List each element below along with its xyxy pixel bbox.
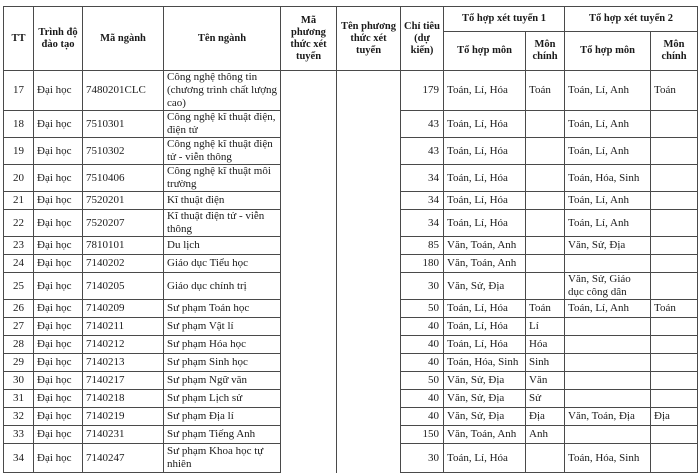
combo-2-main: [651, 237, 698, 255]
table-body: [4, 71, 698, 473]
admission-table: [3, 6, 698, 473]
major-code: 7520201: [83, 192, 164, 210]
method-code: [281, 71, 337, 111]
method-name: [337, 273, 401, 300]
major-code: 7140213: [83, 354, 164, 372]
header-combo-1: Tổ hợp xét tuyển 1: [444, 7, 565, 32]
table-row: [4, 255, 698, 273]
method-name: [337, 318, 401, 336]
major-name: Giáo dục chính trị: [164, 273, 281, 300]
table-header: [4, 7, 698, 71]
combo-2-main: [651, 210, 698, 237]
major-code: 7520207: [83, 210, 164, 237]
method-code: [281, 408, 337, 426]
method-name: [337, 372, 401, 390]
header-combo-2-subjects: Tổ hợp môn: [565, 32, 651, 71]
training-level: Đại học: [34, 372, 83, 390]
training-level: Đại học: [34, 71, 83, 111]
major-name: Sư phạm Vật lí: [164, 318, 281, 336]
method-name: [337, 408, 401, 426]
combo-2-main: [651, 372, 698, 390]
method-name: [337, 111, 401, 138]
major-name: Sư phạm Toán học: [164, 300, 281, 318]
combo-2-main: [651, 138, 698, 165]
quota: 30: [401, 444, 444, 473]
quota: 40: [401, 354, 444, 372]
major-name: Công nghệ kĩ thuật điện, điện tử: [164, 111, 281, 138]
quota: 34: [401, 210, 444, 237]
major-name: Sư phạm Tiếng Anh: [164, 426, 281, 444]
combo-2-subjects: Toán, Lí, Anh: [565, 71, 651, 111]
combo-2-main: [651, 255, 698, 273]
method-name: [337, 336, 401, 354]
combo-2-main: Toán: [651, 71, 698, 111]
major-name: Sư phạm Khoa học tự nhiên: [164, 444, 281, 473]
header-major-code: Mã ngành: [83, 7, 164, 71]
combo-2-subjects: [565, 255, 651, 273]
table-row: [4, 210, 698, 237]
method-code: [281, 192, 337, 210]
row-number: 29: [4, 354, 34, 372]
combo-1-main: [526, 273, 565, 300]
row-number: 17: [4, 71, 34, 111]
combo-2-subjects: Toán, Hóa, Sinh: [565, 165, 651, 192]
combo-1-main: Văn: [526, 372, 565, 390]
method-code: [281, 210, 337, 237]
quota: 34: [401, 192, 444, 210]
method-name: [337, 71, 401, 111]
method-name: [337, 426, 401, 444]
combo-1-subjects: Văn, Sử, Địa: [444, 372, 526, 390]
major-code: 7140231: [83, 426, 164, 444]
method-code: [281, 165, 337, 192]
major-code: 7140219: [83, 408, 164, 426]
combo-2-subjects: [565, 390, 651, 408]
major-code: 7140218: [83, 390, 164, 408]
combo-1-subjects: Văn, Toán, Anh: [444, 426, 526, 444]
training-level: Đại học: [34, 426, 83, 444]
table-row: [4, 408, 698, 426]
table-row: [4, 372, 698, 390]
table-row: [4, 111, 698, 138]
row-number: 24: [4, 255, 34, 273]
combo-1-main: [526, 255, 565, 273]
table-row: [4, 318, 698, 336]
method-name: [337, 237, 401, 255]
combo-2-main: [651, 426, 698, 444]
combo-2-subjects: Văn, Sử, Địa: [565, 237, 651, 255]
row-number: 26: [4, 300, 34, 318]
major-code: 7140212: [83, 336, 164, 354]
combo-1-main: Sinh: [526, 354, 565, 372]
quota: 40: [401, 408, 444, 426]
major-code: 7510301: [83, 111, 164, 138]
quota: 43: [401, 138, 444, 165]
combo-1-main: [526, 138, 565, 165]
row-number: 18: [4, 111, 34, 138]
training-level: Đại học: [34, 111, 83, 138]
row-number: 19: [4, 138, 34, 165]
method-name: [337, 165, 401, 192]
table-row: [4, 71, 698, 111]
method-name: [337, 444, 401, 473]
major-name: Sư phạm Hóa học: [164, 336, 281, 354]
row-number: 23: [4, 237, 34, 255]
combo-2-main: [651, 165, 698, 192]
combo-2-subjects: [565, 354, 651, 372]
method-name: [337, 138, 401, 165]
major-name: Sư phạm Sinh học: [164, 354, 281, 372]
combo-1-subjects: Toán, Lí, Hóa: [444, 318, 526, 336]
combo-1-subjects: Toán, Lí, Hóa: [444, 444, 526, 473]
combo-1-subjects: Toán, Lí, Hóa: [444, 138, 526, 165]
method-code: [281, 300, 337, 318]
major-name: Kĩ thuật điện tử - viễn thông: [164, 210, 281, 237]
combo-2-subjects: Toán, Lí, Anh: [565, 111, 651, 138]
row-number: 33: [4, 426, 34, 444]
header-combo-2: Tổ hợp xét tuyển 2: [565, 7, 698, 32]
major-name: Công nghệ kĩ thuật môi trường: [164, 165, 281, 192]
combo-2-subjects: Toán, Lí, Anh: [565, 210, 651, 237]
table-row: [4, 273, 698, 300]
combo-1-subjects: Toán, Lí, Hóa: [444, 165, 526, 192]
table-row: [4, 138, 698, 165]
combo-1-subjects: Toán, Lí, Hóa: [444, 111, 526, 138]
combo-1-subjects: Toán, Lí, Hóa: [444, 336, 526, 354]
combo-2-subjects: Văn, Sử, Giáo dục công dân: [565, 273, 651, 300]
combo-2-subjects: [565, 426, 651, 444]
method-name: [337, 210, 401, 237]
method-code: [281, 318, 337, 336]
combo-1-subjects: Toán, Hóa, Sinh: [444, 354, 526, 372]
row-number: 25: [4, 273, 34, 300]
training-level: Đại học: [34, 354, 83, 372]
major-name: Sư phạm Ngữ văn: [164, 372, 281, 390]
training-level: Đại học: [34, 138, 83, 165]
training-level: Đại học: [34, 210, 83, 237]
combo-2-main: [651, 273, 698, 300]
combo-1-subjects: Văn, Sử, Địa: [444, 390, 526, 408]
method-name: [337, 192, 401, 210]
major-code: 7140209: [83, 300, 164, 318]
combo-2-main: Toán: [651, 300, 698, 318]
combo-2-subjects: [565, 336, 651, 354]
combo-2-subjects: [565, 372, 651, 390]
row-number: 34: [4, 444, 34, 473]
major-code: 7510302: [83, 138, 164, 165]
combo-2-subjects: Văn, Toán, Địa: [565, 408, 651, 426]
combo-1-subjects: Văn, Toán, Anh: [444, 237, 526, 255]
major-name: Giáo dục Tiểu học: [164, 255, 281, 273]
header-method-name: Tên phương thức xét tuyển: [337, 7, 401, 71]
row-number: 20: [4, 165, 34, 192]
training-level: Đại học: [34, 273, 83, 300]
quota: 40: [401, 390, 444, 408]
combo-1-subjects: Toán, Lí, Hóa: [444, 192, 526, 210]
quota: 179: [401, 71, 444, 111]
major-name: Công nghệ thông tin (chương trình chất lượng cao): [164, 71, 281, 111]
combo-1-subjects: Văn, Toán, Anh: [444, 255, 526, 273]
combo-2-main: [651, 354, 698, 372]
quota: 40: [401, 318, 444, 336]
combo-1-main: [526, 444, 565, 473]
combo-2-main: [651, 111, 698, 138]
training-level: Đại học: [34, 408, 83, 426]
row-number: 28: [4, 336, 34, 354]
table-row: [4, 354, 698, 372]
combo-1-main: Toán: [526, 71, 565, 111]
major-code: 7140202: [83, 255, 164, 273]
quota: 150: [401, 426, 444, 444]
combo-1-main: Sử: [526, 390, 565, 408]
header-training-level: Trình độ đào tạo: [34, 7, 83, 71]
major-name: Du lịch: [164, 237, 281, 255]
quota: 34: [401, 165, 444, 192]
combo-2-main: [651, 444, 698, 473]
major-name: Kĩ thuật điện: [164, 192, 281, 210]
combo-2-subjects: Toán, Lí, Anh: [565, 138, 651, 165]
row-number: 32: [4, 408, 34, 426]
training-level: Đại học: [34, 444, 83, 473]
method-name: [337, 300, 401, 318]
method-code: [281, 372, 337, 390]
training-level: Đại học: [34, 390, 83, 408]
combo-1-main: Lí: [526, 318, 565, 336]
major-name: Sư phạm Địa lí: [164, 408, 281, 426]
quota: 50: [401, 300, 444, 318]
combo-1-main: [526, 210, 565, 237]
major-name: Sư phạm Lịch sử: [164, 390, 281, 408]
header-combo-1-subjects: Tổ hợp môn: [444, 32, 526, 71]
quota: 180: [401, 255, 444, 273]
combo-2-subjects: [565, 318, 651, 336]
training-level: Đại học: [34, 165, 83, 192]
method-code: [281, 111, 337, 138]
combo-1-main: [526, 237, 565, 255]
major-code: 7140247: [83, 444, 164, 473]
combo-2-main: Địa: [651, 408, 698, 426]
header-quota: Chỉ tiêu (dự kiến): [401, 7, 444, 71]
quota: 30: [401, 273, 444, 300]
combo-1-subjects: Văn, Sử, Địa: [444, 408, 526, 426]
major-code: 7140211: [83, 318, 164, 336]
table-row: [4, 300, 698, 318]
training-level: Đại học: [34, 237, 83, 255]
header-combo-1-main: Môn chính: [526, 32, 565, 71]
header-method-code: Mã phương thức xét tuyển: [281, 7, 337, 71]
method-code: [281, 336, 337, 354]
header-combo-2-main: Môn chính: [651, 32, 698, 71]
method-code: [281, 354, 337, 372]
combo-2-main: [651, 336, 698, 354]
combo-1-main: [526, 111, 565, 138]
table-row: [4, 237, 698, 255]
table-row: [4, 444, 698, 473]
row-number: 27: [4, 318, 34, 336]
table-row: [4, 426, 698, 444]
table-row: [4, 390, 698, 408]
combo-1-main: [526, 192, 565, 210]
quota: 85: [401, 237, 444, 255]
training-level: Đại học: [34, 255, 83, 273]
method-code: [281, 273, 337, 300]
table-row: [4, 336, 698, 354]
major-code: 7140217: [83, 372, 164, 390]
method-code: [281, 255, 337, 273]
header-major-name: Tên ngành: [164, 7, 281, 71]
table-row: [4, 165, 698, 192]
combo-2-main: [651, 192, 698, 210]
quota: 43: [401, 111, 444, 138]
method-name: [337, 354, 401, 372]
combo-2-subjects: Toán, Hóa, Sinh: [565, 444, 651, 473]
combo-2-subjects: Toán, Lí, Anh: [565, 300, 651, 318]
combo-1-subjects: Toán, Lí, Hóa: [444, 210, 526, 237]
major-code: 7510406: [83, 165, 164, 192]
row-number: 21: [4, 192, 34, 210]
combo-1-main: Toán: [526, 300, 565, 318]
table-row: [4, 192, 698, 210]
method-name: [337, 255, 401, 273]
method-code: [281, 390, 337, 408]
combo-1-main: Địa: [526, 408, 565, 426]
training-level: Đại học: [34, 300, 83, 318]
header-tt: TT: [4, 7, 34, 71]
training-level: Đại học: [34, 336, 83, 354]
combo-2-main: [651, 390, 698, 408]
combo-1-subjects: Toán, Lí, Hóa: [444, 71, 526, 111]
combo-1-main: Anh: [526, 426, 565, 444]
combo-2-subjects: Toán, Lí, Anh: [565, 192, 651, 210]
method-code: [281, 237, 337, 255]
row-number: 30: [4, 372, 34, 390]
combo-1-subjects: Văn, Sử, Địa: [444, 273, 526, 300]
method-code: [281, 426, 337, 444]
row-number: 22: [4, 210, 34, 237]
method-name: [337, 390, 401, 408]
combo-2-main: [651, 318, 698, 336]
training-level: Đại học: [34, 318, 83, 336]
major-code: 7480201CLC: [83, 71, 164, 111]
quota: 40: [401, 336, 444, 354]
method-code: [281, 138, 337, 165]
training-level: Đại học: [34, 192, 83, 210]
combo-1-main: [526, 165, 565, 192]
combo-1-main: Hóa: [526, 336, 565, 354]
major-code: 7140205: [83, 273, 164, 300]
combo-1-subjects: Toán, Lí, Hóa: [444, 300, 526, 318]
major-name: Công nghệ kĩ thuật điện tử - viễn thông: [164, 138, 281, 165]
major-code: 7810101: [83, 237, 164, 255]
quota: 50: [401, 372, 444, 390]
row-number: 31: [4, 390, 34, 408]
method-code: [281, 444, 337, 473]
